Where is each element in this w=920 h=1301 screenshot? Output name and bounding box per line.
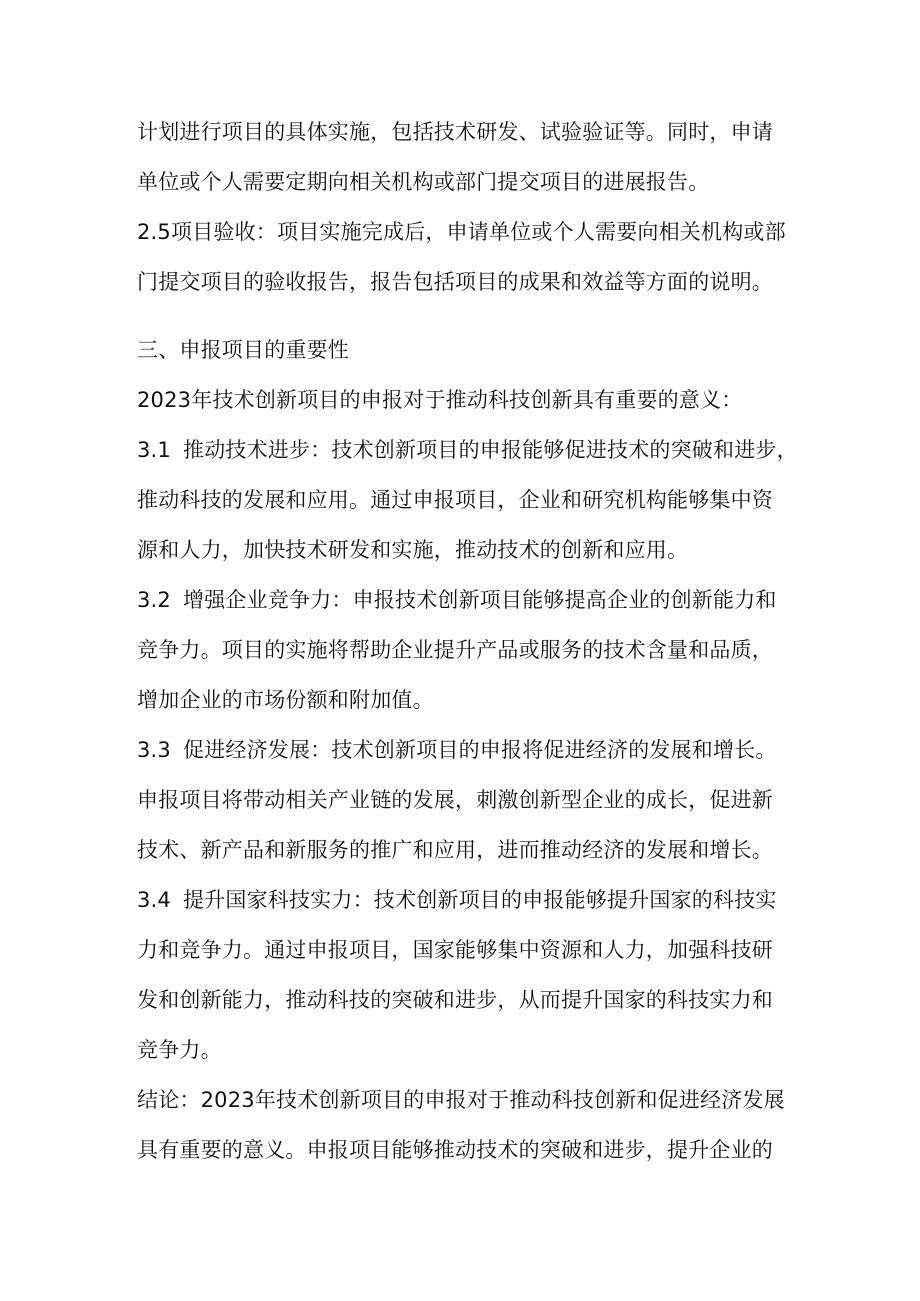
item-3-2-number: 3.2 xyxy=(137,588,171,612)
item-2-5-line-1: 2.5项目验收：项目实施完成后，申请单位或个人需要向相关机构或部 xyxy=(137,220,786,244)
item-3-4-line-1 xyxy=(137,883,797,917)
item-3-2-line-2: 竞争力。项目的实施将帮助企业提升产品或服务的技术含量和品质， xyxy=(137,638,773,662)
item-3-3-number: 3.3 xyxy=(137,738,171,762)
item-3-3-line-1 xyxy=(137,733,797,767)
item-3-1-line-1 xyxy=(137,433,797,467)
continuation-line-1: 计划进行项目的具体实施，包括技术研发、试验验证等。同时，申请 xyxy=(137,120,773,144)
section-3-intro: 2023年技术创新项目的申报对于推动科技创新具有重要的意义： xyxy=(137,388,743,412)
item-3-2-text: 增强企业竞争力：申报技术创新项目能够提高企业的创新能力和 xyxy=(183,588,777,612)
item-3-1-line-2: 推动科技的发展和应用。通过申报项目，企业和研究机构能够集中资 xyxy=(137,488,773,512)
item-3-4-number: 3.4 xyxy=(137,888,171,912)
continuation-line-2: 单位或个人需要定期向相关机构或部门提交项目的进展报告。 xyxy=(137,170,710,194)
item-3-1-line-3: 源和人力，加快技术研发和实施，推动技术的创新和应用。 xyxy=(137,538,689,562)
conclusion-line-1: 结论：2023年技术创新项目的申报对于推动科技创新和促进经济发展 xyxy=(137,1088,785,1112)
item-3-4-text: 提升国家科技实力：技术创新项目的申报能够提升国家的科技实 xyxy=(183,888,777,912)
item-3-3-line-3: 技术、新产品和新服务的推广和应用，进而推动经济的发展和增长。 xyxy=(137,838,773,862)
item-3-4-line-2: 力和竞争力。通过申报项目，国家能够集中资源和人力，加强科技研 xyxy=(137,938,773,962)
conclusion-line-2: 具有重要的意义。申报项目能够推动技术的突破和进步，提升企业的 xyxy=(137,1138,773,1162)
item-3-2-line-3: 增加企业的市场份额和附加值。 xyxy=(137,688,434,712)
item-3-1-text: 推动技术进步：技术创新项目的申报能够促进技术的突破和进步， xyxy=(183,438,798,462)
section-3-heading: 三、申报项目的重要性 xyxy=(137,338,349,362)
item-3-1-number: 3.1 xyxy=(137,438,171,462)
item-3-2-line-1 xyxy=(137,583,797,617)
item-3-4-line-4: 竞争力。 xyxy=(137,1038,222,1062)
item-2-5-line-2: 门提交项目的验收报告，报告包括项目的成果和效益等方面的说明。 xyxy=(137,270,773,294)
item-3-3-line-2: 申报项目将带动相关产业链的发展，刺激创新型企业的成长，促进新 xyxy=(137,788,773,812)
item-3-3-text: 促进经济发展：技术创新项目的申报将促进经济的发展和增长。 xyxy=(183,738,777,762)
item-3-4-line-3: 发和创新能力，推动科技的突破和进步，从而提升国家的科技实力和 xyxy=(137,988,773,1012)
